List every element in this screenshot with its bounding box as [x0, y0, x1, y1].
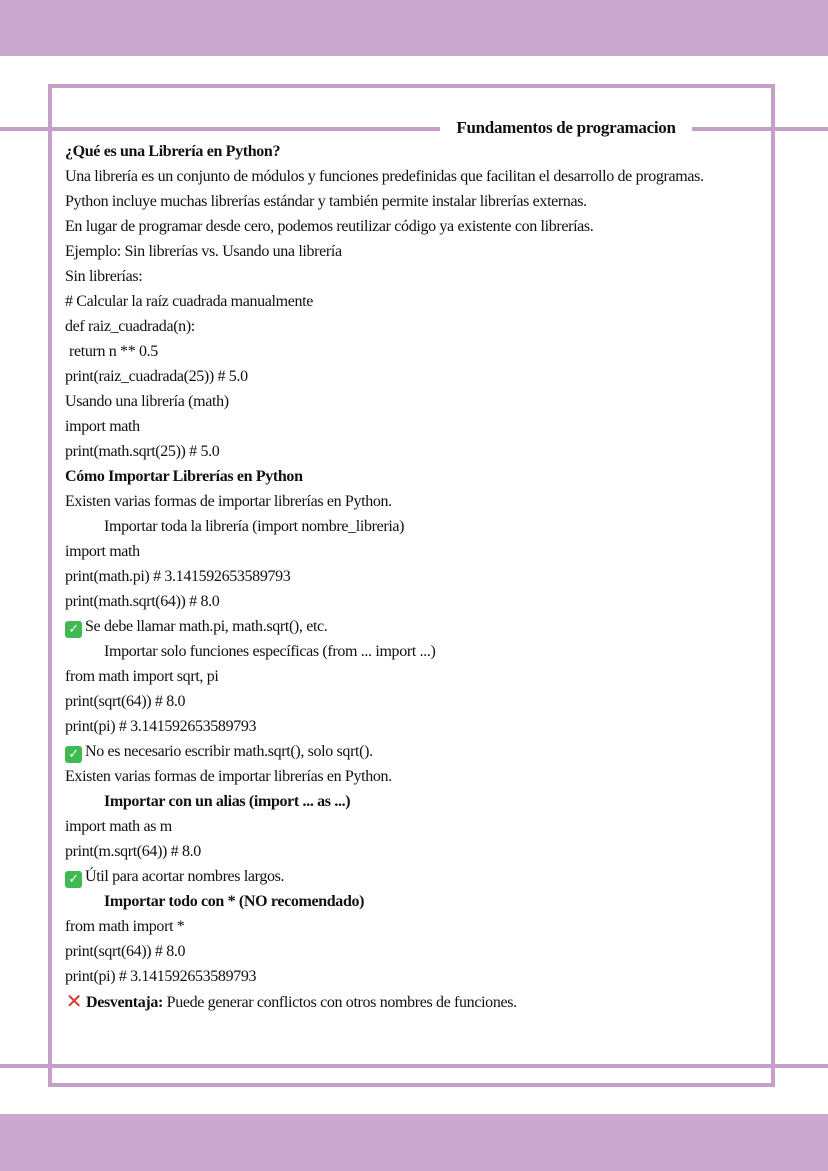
- code-line: def raiz_cuadrada(n):: [65, 318, 195, 335]
- paragraph-line: Existen varias formas de importar librerías en Python.: [65, 493, 392, 510]
- warning-label: Desventaja:: [86, 994, 164, 1011]
- header-rule-left: [0, 127, 440, 131]
- code-line: print(sqrt(64)) # 8.0: [65, 693, 186, 710]
- code-line: print(pi) # 3.141592653589793: [65, 968, 257, 985]
- check-mark-icon: ✓: [65, 746, 82, 763]
- cross-mark-icon: ✕: [65, 989, 83, 1013]
- code-line: # Calcular la raíz cuadrada manualmente: [65, 293, 313, 310]
- note-text: No es necesario escribir math.sqrt(), solo sqrt().: [85, 743, 373, 760]
- paragraph-line: En lugar de programar desde cero, podemos reutilizar código ya existente con librerías.: [65, 218, 594, 235]
- paragraph-line: Python incluye muchas librerías estándar y también permite instalar librerías externas.: [65, 193, 587, 210]
- paragraph-line: Usando una librería (math): [65, 393, 229, 410]
- code-line: print(pi) # 3.141592653589793: [65, 718, 257, 735]
- note-line: [65, 864, 765, 889]
- warning-line: [65, 989, 765, 1014]
- document-body: [65, 139, 765, 1014]
- subheading-import-specific: Importar solo funciones específicas (from ... import ...): [104, 643, 436, 660]
- section-heading-what-is-library: ¿Qué es una Librería en Python?: [65, 143, 281, 160]
- paragraph-line: Ejemplo: Sin librerías vs. Usando una librería: [65, 243, 342, 260]
- code-line: print(math.sqrt(25)) # 5.0: [65, 443, 220, 460]
- code-line: import math as m: [65, 818, 172, 835]
- code-line: print(math.sqrt(64)) # 8.0: [65, 593, 220, 610]
- code-line: import math: [65, 418, 140, 435]
- note-line: [65, 739, 765, 764]
- subheading-import-alias: Importar con un alias (import ... as ...): [104, 793, 351, 810]
- check-mark-icon: ✓: [65, 871, 82, 888]
- check-mark-icon: ✓: [65, 621, 82, 638]
- bottom-color-band: [0, 1114, 828, 1171]
- note-text: Útil para acortar nombres largos.: [85, 868, 285, 885]
- top-color-band: [0, 0, 828, 56]
- warning-text: Puede generar conflictos con otros nombres de funciones.: [163, 994, 517, 1011]
- code-line: from math import sqrt, pi: [65, 668, 219, 685]
- paragraph-line: Una librería es un conjunto de módulos y funciones predefinidas que facilitan el desarrollo de programas.: [65, 168, 704, 185]
- code-line: print(m.sqrt(64)) # 8.0: [65, 843, 201, 860]
- code-line: print(math.pi) # 3.141592653589793: [65, 568, 291, 585]
- code-line: from math import *: [65, 918, 185, 935]
- paragraph-line: Existen varias formas de importar librerías en Python.: [65, 768, 392, 785]
- note-text: Se debe llamar math.pi, math.sqrt(), etc.: [85, 618, 328, 635]
- paragraph-line: Sin librerías:: [65, 268, 143, 285]
- code-line: print(raiz_cuadrada(25)) # 5.0: [65, 368, 248, 385]
- subheading-import-all: Importar toda la librería (import nombre_libreria): [104, 518, 405, 535]
- note-line: [65, 614, 765, 639]
- code-line: import math: [65, 543, 140, 560]
- section-heading-how-to-import: Cómo Importar Librerías en Python: [65, 468, 303, 485]
- page-header-title: Fundamentos de programacion: [440, 116, 692, 140]
- code-line: print(sqrt(64)) # 8.0: [65, 943, 186, 960]
- code-line: return n ** 0.5: [69, 343, 158, 360]
- footer-rule: [0, 1064, 828, 1068]
- subheading-import-star: Importar todo con * (NO recomendado): [104, 893, 365, 910]
- header-rule-right: [692, 127, 828, 131]
